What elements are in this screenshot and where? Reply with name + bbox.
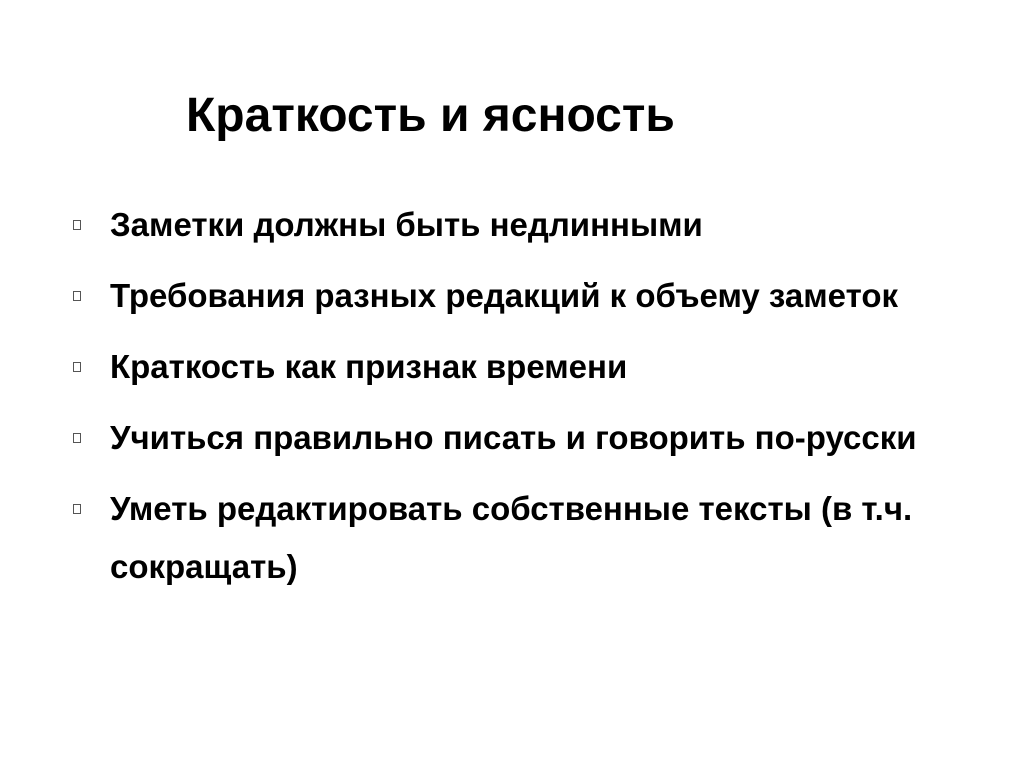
bullet-text: Краткость как признак времени [110, 348, 628, 385]
bullet-list [70, 196, 950, 609]
square-bullet-icon [73, 504, 81, 514]
square-bullet-icon [73, 291, 81, 301]
slide-title: Краткость и ясность [186, 89, 675, 142]
bullet-text: Учиться правильно писать и говорить по-русски [110, 419, 917, 456]
bullet-text: Заметки должны быть недлинными [110, 206, 703, 243]
square-bullet-icon [73, 433, 81, 443]
list-item [70, 196, 950, 254]
bullet-text: Уметь редактировать собственные тексты (в т.ч. сокращать) [110, 490, 913, 585]
list-item [70, 267, 950, 325]
square-bullet-icon [73, 362, 81, 372]
list-item [70, 409, 950, 467]
list-item [70, 338, 950, 396]
bullet-text: Требования разных редакций к объему заметок [110, 277, 898, 314]
list-item [70, 480, 950, 596]
square-bullet-icon [73, 220, 81, 230]
